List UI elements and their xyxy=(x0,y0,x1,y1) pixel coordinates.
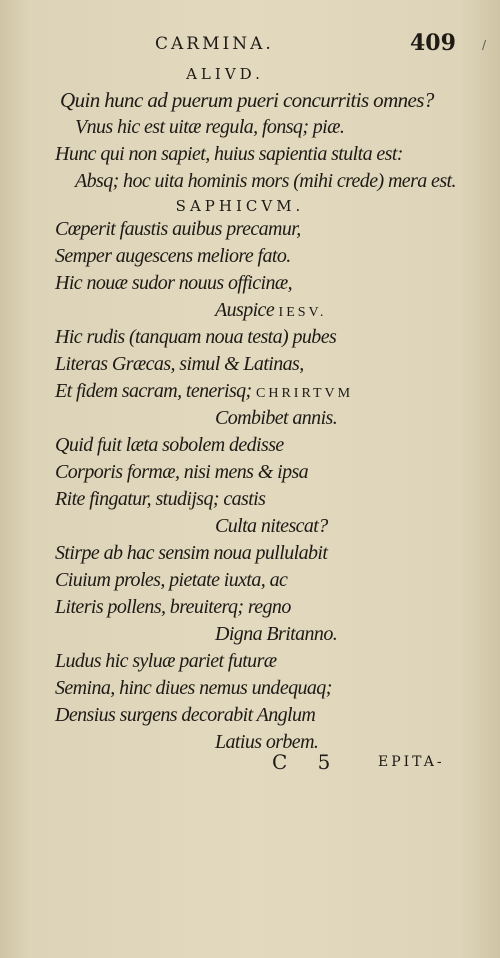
catchword: EPITA- xyxy=(378,754,445,770)
signature-mark: C 5 xyxy=(272,750,343,774)
verse-line: Hic rudis (tanquam noua testa) pubes xyxy=(55,326,337,348)
verse-line: Ludus hic syluæ pariet futuræ xyxy=(55,650,277,672)
verse-line: Literis pollens, breuiterq; regno xyxy=(55,596,291,618)
verse-line: Corporis formæ, nisi mens & ipsa xyxy=(55,461,309,483)
verse-line: Latius orbem. xyxy=(215,731,319,753)
heading-aliud: ALIVD. xyxy=(186,65,264,83)
verse-text: Auspice xyxy=(215,299,275,321)
verse-line: Quid fuit læta sobolem dedisse xyxy=(55,434,284,456)
page-header xyxy=(0,30,500,60)
verse-line: Semper augescens meliore fato. xyxy=(55,245,291,267)
verse-line: Rite fingatur, studijsq; castis xyxy=(55,488,266,510)
verse-line: Absq; hoc uita hominis mors (mihi crede) mera est. xyxy=(75,170,456,192)
verse-text: Et fidem sacram, tenerisq; xyxy=(55,380,252,402)
running-title: CARMINA. xyxy=(155,34,274,54)
verse-line: Literas Græcas, simul & Latinas, xyxy=(55,353,304,375)
verse-line xyxy=(55,380,353,403)
verse-line: Combibet annis. xyxy=(215,407,338,429)
verse-line xyxy=(215,299,326,322)
verse-line: Densius surgens decorabit Anglum xyxy=(55,704,316,726)
verse-line: Quin hunc ad puerum pueri concurritis omnes? xyxy=(60,88,434,112)
name-small-caps: IESV. xyxy=(278,305,327,320)
verse-line: Vnus hic est uitæ regula, fonsq; piæ. xyxy=(75,116,345,138)
corner-mark: / xyxy=(482,38,487,52)
verse-line: Culta nitescat? xyxy=(215,515,328,537)
verse-line: Hic nouæ sudor nouus officinæ, xyxy=(55,272,293,294)
heading-sapphicum: SAPHICVM. xyxy=(175,197,305,215)
verse-line: Digna Britanno. xyxy=(215,623,338,645)
verse-line: Stirpe ab hac sensim noua pullulabit xyxy=(55,542,328,564)
verse-line: Hunc qui non sapiet, huius sapientia stulta est: xyxy=(55,143,403,165)
verse-line: Ciuium proles, pietate iuxta, ac xyxy=(55,569,288,591)
verse-line: Semina, hinc diues nemus undequaq; xyxy=(55,677,332,699)
page-footer xyxy=(0,750,500,780)
verse-line: Cœperit faustis auibus precamur, xyxy=(55,218,301,240)
name-small-caps: CHRIRTVM xyxy=(256,386,354,401)
page-number: 409 xyxy=(410,30,456,56)
